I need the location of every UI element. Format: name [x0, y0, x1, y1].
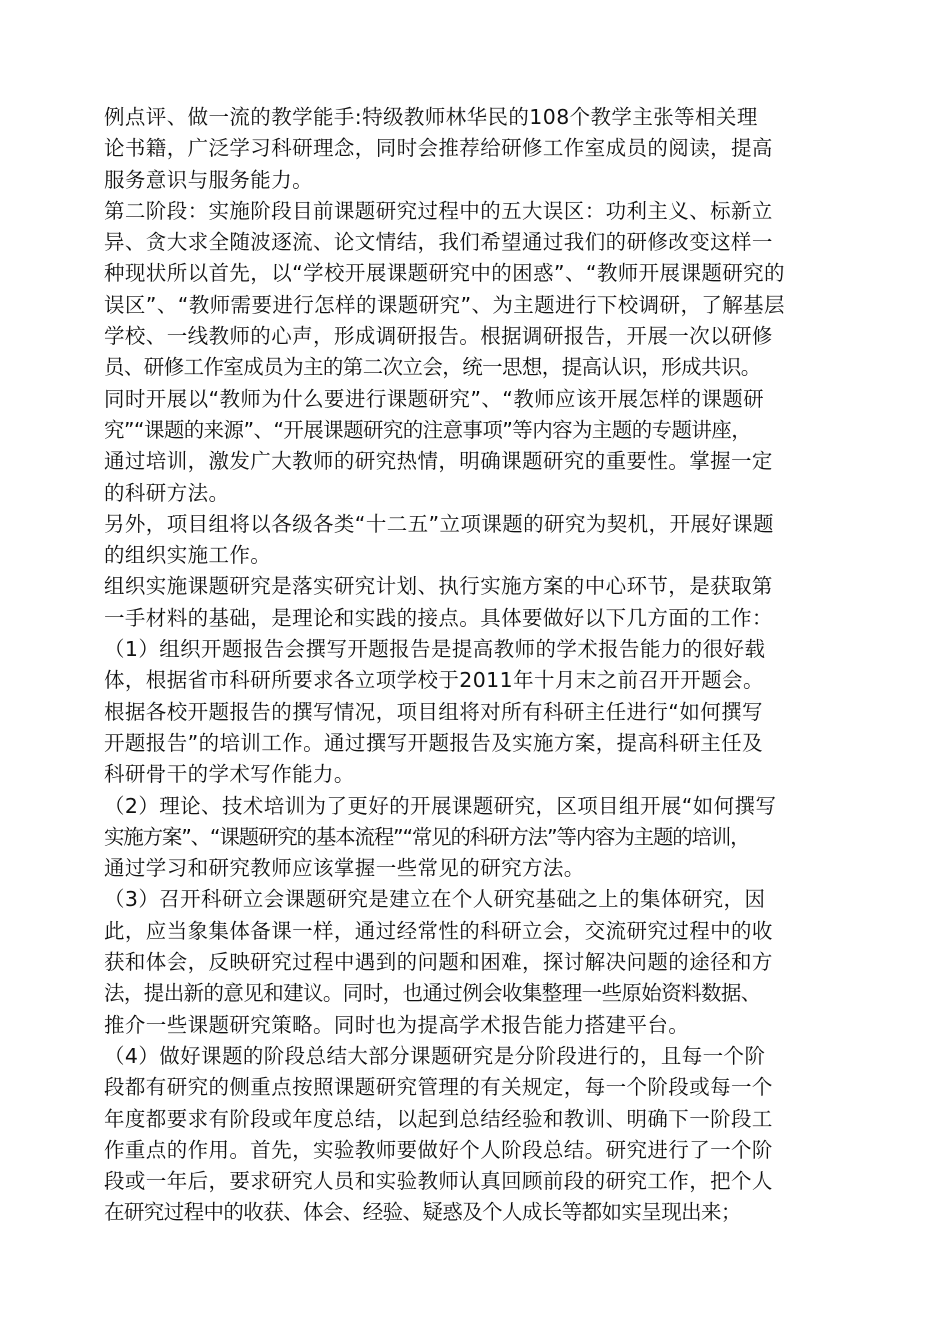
text-line: 在研究过程中的收获、体会、经验、疑惑及个人成长等都如实呈现出来； — [104, 1200, 741, 1225]
text-line: 学校、一线教师的心声，形成调研报告。根据调研报告，开展一次以研修 — [104, 324, 773, 349]
text-line: 组织实施课题研究是落实研究计划、执行实施方案的中心环节，是获取第 — [104, 574, 773, 599]
document-body — [104, 102, 884, 1229]
text-line: 科研骨干的学术写作能力。 — [104, 762, 355, 787]
text-line: 的科研方法。 — [104, 480, 230, 505]
text-line: 根据各校开题报告的撰写情况，项目组将对所有科研主任进行“如何撰写 — [104, 699, 763, 724]
text-line: 获和体会，反映研究过程中遇到的问题和困难，探讨解决问题的途径和方 — [104, 950, 773, 975]
text-line: 员、研修工作室成员为主的第二次立会，统一思想，提高认识，形成共识。 — [104, 355, 761, 380]
text-line: 推介一些课题研究策略。同时也为提高学术报告能力搭建平台。 — [104, 1012, 690, 1037]
text-line: 论书籍，广泛学习科研理念，同时会推荐给研修工作室成员的阅读，提高 — [104, 136, 773, 161]
text-line: 体，根据省市科研所要求各立项学校于2011年十月末之前召开开题会。 — [104, 668, 764, 693]
text-line: 通过学习和研究教师应该掌握一些常见的研究方法。 — [104, 856, 585, 881]
text-line: 另外，项目组将以各级各类“十二五”立项课题的研究为契机，开展好课题 — [104, 511, 774, 536]
text-line: （3）召开科研立会课题研究是建立在个人研究基础之上的集体研究，因 — [104, 887, 766, 912]
text-line: 作重点的作用。首先，实验教师要做好个人阶段总结。研究进行了一个阶 — [104, 1137, 773, 1162]
text-line: 段或一年后，要求研究人员和实验教师认真回顾前段的研究工作，把个人 — [104, 1169, 773, 1194]
text-line: 实施方案”、“课题研究的基本流程”“常见的科研方法”等内容为主题的培训， — [104, 824, 750, 849]
text-line: 服务意识与服务能力。 — [104, 167, 313, 192]
text-line: 异、贪大求全随波逐流、论文情结，我们希望通过我们的研修改变这样一 — [104, 230, 773, 255]
text-line: 第二阶段：实施阶段目前课题研究过程中的五大误区：功利主义、标新立 — [104, 198, 773, 223]
text-line: 误区”、“教师需要进行怎样的课题研究”、为主题进行下校调研，了解基层 — [104, 292, 785, 317]
text-line: 的组织实施工作。 — [104, 543, 272, 568]
text-line: 通过培训，激发广大教师的研究热情，明确课题研究的重要性。掌握一定 — [104, 449, 773, 474]
text-line: 开题报告”的培训工作。通过撰写开题报告及实施方案，提高科研主任及 — [104, 730, 763, 755]
text-line: 种现状所以首先，以“学校开展课题研究中的困惑”、“教师开展课题研究的 — [104, 261, 785, 286]
text-line: 同时开展以“教师为什么要进行课题研究”、“教师应该开展怎样的课题研 — [104, 386, 765, 411]
text-line: 段都有研究的侧重点按照课题研究管理的有关规定，每一个阶段或每一个 — [104, 1075, 773, 1100]
text-line: 法，提出新的意见和建议。同时，也通过例会收集整理一些原始资料数据、 — [104, 981, 761, 1006]
text-line: （4）做好课题的阶段总结大部分课题研究是分阶段进行的，且每一个阶 — [104, 1043, 766, 1068]
text-line: 究”“课题的来源”、“开展课题研究的注意事项”等内容为主题的专题讲座， — [104, 417, 752, 442]
text-line: 此，应当象集体备课一样，通过经常性的科研立会，交流研究过程中的收 — [104, 918, 773, 943]
text-line: （2）理论、技术培训为了更好的开展课题研究，区项目组开展“如何撰写 — [104, 793, 777, 818]
text-line: 一手材料的基础，是理论和实践的接点。具体要做好以下几方面的工作： — [104, 605, 773, 630]
text-line: 例点评、做一流的教学能手:特级教师林华民的108个教学主张等相关理 — [104, 105, 758, 129]
text-line: 年度都要求有阶段或年度总结，以起到总结经验和教训、明确下一阶段工 — [104, 1106, 773, 1131]
text-line: （1）组织开题报告会撰写开题报告是提高教师的学术报告能力的很好载 — [104, 637, 766, 662]
